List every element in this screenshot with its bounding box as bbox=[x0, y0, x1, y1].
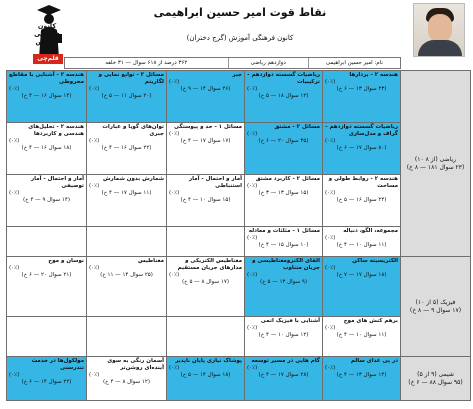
strengths-table bbox=[6, 70, 471, 401]
topic-title: مسائل ۳ - توابع نمایی و لگاریتم bbox=[98, 72, 164, 85]
info-bar bbox=[64, 57, 401, 69]
topic-stats: (۲۱ سوال ۲۰ — ۶ خ) bbox=[21, 272, 72, 278]
topic-title: برهم کنش های موج bbox=[343, 318, 398, 324]
topic-percent: (۰٪) bbox=[325, 325, 336, 331]
topic-title: ریاضیات گسسته دوازدهم - گراف و مدل‌سازی bbox=[325, 124, 398, 137]
photo-face bbox=[428, 14, 452, 42]
topic-title: هندسه ۲ - روابط طولی و مساحت bbox=[328, 176, 398, 189]
topic-stats: (۸۰ سوال ۱۷ — ۶ خ) bbox=[336, 145, 387, 151]
subject-stats: (۱۷ سوال ۹ — ۸ خ) bbox=[409, 306, 462, 314]
topic-title: مغناطیس bbox=[137, 258, 164, 264]
logo-line: کانون bbox=[37, 22, 57, 30]
topic-title: الکتریسیته ساکن bbox=[352, 258, 398, 264]
table-row bbox=[7, 257, 471, 317]
topic-percent: (۰٪) bbox=[169, 131, 180, 137]
topic-percent: (۰٪) bbox=[325, 138, 336, 144]
topic-stats: (۱۷ سوال ۱۷ — ۴ خ) bbox=[180, 138, 231, 144]
info-field: دوازدهم ریاضی bbox=[228, 58, 308, 68]
topic-title: مجموعه، الگو، دنباله bbox=[343, 228, 398, 234]
topic-stats: (۱۱ سوال ۱۰ — ۴ خ) bbox=[336, 332, 387, 338]
topic-cell bbox=[245, 175, 323, 227]
topic-title: آمار و احتمال - آمار توصیفی bbox=[30, 176, 84, 189]
topic-cell bbox=[7, 227, 87, 257]
topic-percent: (۰٪) bbox=[9, 190, 20, 196]
topic-title: آمار و احتمال - آمار استنباطی bbox=[188, 176, 242, 189]
topic-stats: (۲۶ سوال ۱۴ — ۹ خ) bbox=[180, 86, 231, 92]
topic-cell bbox=[323, 257, 401, 317]
topic-percent: (۰٪) bbox=[89, 265, 100, 271]
topic-percent: (۰٪) bbox=[325, 79, 336, 85]
topic-stats: (۱۴ سوال ۱۳ — ۴ خ) bbox=[336, 372, 387, 378]
topic-percent: (۰٪) bbox=[169, 190, 180, 196]
topic-cell bbox=[87, 357, 167, 401]
topic-cell bbox=[7, 175, 87, 227]
topic-stats: (۲۵ سوال ۱۴ — ۱۱ خ) bbox=[100, 272, 153, 278]
topic-stats: (۲۳ سوال ۱۳ — ۶ خ) bbox=[336, 86, 387, 92]
topic-percent: (۰٪) bbox=[247, 235, 258, 241]
topic-cell bbox=[167, 71, 245, 123]
topic-percent: (۰٪) bbox=[9, 372, 20, 378]
topic-cell bbox=[167, 357, 245, 401]
topic-title: هندسه ۲ - تحلیل‌های هندسی و کاربردها bbox=[28, 124, 84, 137]
topic-stats: (۱۵ سوال ۱۳ — ۳ خ) bbox=[258, 190, 309, 196]
topic-cell bbox=[245, 257, 323, 317]
topic-stats: (۱۲ سوال ۸ — ۴ خ) bbox=[103, 379, 150, 385]
subject-cell bbox=[401, 357, 471, 401]
topic-cell bbox=[245, 71, 323, 123]
info-student-name: نام: امیر حسین ابراهیمی bbox=[308, 58, 400, 68]
topic-stats: (۱۴ سوال ۱۶ — ۴ خ) bbox=[21, 93, 72, 99]
subject-stats: (۹۵ سوال ۸۸ — ۶ خ) bbox=[408, 378, 463, 386]
subject-stats: (۲۳ سوال ۱۸۱ — ۸ خ) bbox=[406, 163, 465, 171]
topic-title: در پی غذای سالم bbox=[350, 358, 398, 364]
topic-cell bbox=[245, 357, 323, 401]
topic-percent: (۰٪) bbox=[325, 265, 336, 271]
topic-cell bbox=[167, 123, 245, 175]
topic-title: نوسان و موج bbox=[48, 258, 84, 264]
topic-stats: (۱۴ سوال ۹ — ۴ خ) bbox=[23, 197, 70, 203]
kanoon-logo bbox=[3, 2, 63, 64]
subject-cell bbox=[401, 257, 471, 357]
topic-stats: (۲۲ سوال ۱۶ — ۴ خ) bbox=[101, 145, 152, 151]
logo-badge: قلم‌چی bbox=[33, 54, 63, 64]
topic-cell bbox=[323, 227, 401, 257]
topic-percent: (۰٪) bbox=[247, 131, 258, 137]
logo-line: فرهنگی bbox=[34, 30, 60, 38]
topic-stats: (۳۵ سوال ۲۰ — ۶ خ) bbox=[258, 138, 309, 144]
topic-percent: (۰٪) bbox=[325, 235, 336, 241]
topic-percent: (۰٪) bbox=[9, 86, 20, 92]
topic-stats: (۱۷ سوال ۸ — ۵ خ) bbox=[182, 279, 229, 285]
topic-stats: (۲۰ سوال ۱۱ — ۵ خ) bbox=[101, 93, 152, 99]
topic-cell bbox=[245, 317, 323, 357]
topic-cell bbox=[323, 175, 401, 227]
topic-cell bbox=[87, 123, 167, 175]
topic-percent: (۰٪) bbox=[247, 325, 258, 331]
topic-percent: (۰٪) bbox=[247, 365, 258, 371]
topic-cell bbox=[323, 317, 401, 357]
topic-cell bbox=[7, 123, 87, 175]
topic-title: جبر bbox=[232, 72, 242, 78]
topic-percent: (۰٪) bbox=[247, 272, 258, 278]
topic-percent: (۰٪) bbox=[247, 86, 258, 92]
topic-cell bbox=[323, 357, 401, 401]
logo-line: آموزش bbox=[35, 38, 59, 46]
topic-stats: (۱۱ سوال ۱۷ — ۴ خ) bbox=[101, 190, 152, 196]
topic-stats: (۱۲ سوال ۱۸ — ۵ خ) bbox=[258, 93, 309, 99]
topic-cell bbox=[87, 257, 167, 317]
subject-cell bbox=[401, 71, 471, 257]
topic-percent: (۰٪) bbox=[325, 190, 336, 196]
topic-percent: (۰٪) bbox=[169, 79, 180, 85]
topic-title: مسائل ۱ - مثلثات و معادله bbox=[248, 228, 320, 234]
topic-percent: (۰٪) bbox=[89, 138, 100, 144]
topic-cell bbox=[7, 71, 87, 123]
topic-percent: (۰٪) bbox=[247, 183, 258, 189]
topic-title: هندسه ۲ - آشنایی با مقاطع مخروطی bbox=[9, 72, 84, 85]
topic-cell bbox=[245, 227, 323, 257]
page-title: نقاط قوت امیر حسین ابراهیمی bbox=[153, 6, 327, 19]
topic-cell bbox=[7, 317, 87, 357]
topic-cell bbox=[245, 123, 323, 175]
topic-stats: (۱۸ سوال ۱۷ — ۷ خ) bbox=[336, 272, 387, 278]
topic-stats: (۱۰ سوال ۱۵ — ۴ خ) bbox=[258, 242, 309, 248]
topic-percent: (۰٪) bbox=[89, 183, 100, 189]
topic-title: ریاضیات گسسته دوازدهم - ترکیبیات bbox=[247, 72, 320, 85]
topic-cell bbox=[87, 227, 167, 257]
photo-shirt bbox=[418, 40, 462, 56]
logo-text bbox=[31, 22, 63, 46]
topic-stats: (۲۴ سوال ۱۶ — ۵ خ) bbox=[336, 197, 387, 203]
topic-title: مسائل ۱ - حد و پیوستگی bbox=[173, 124, 242, 130]
topic-percent: (۰٪) bbox=[169, 365, 180, 371]
topic-title: آشنایی با فیزیک اتمی bbox=[260, 318, 320, 324]
topic-cell bbox=[167, 175, 245, 227]
topic-cell bbox=[87, 71, 167, 123]
topic-title: گام‌ هایی در مسیر توسعه bbox=[251, 358, 320, 364]
topic-cell bbox=[167, 227, 245, 257]
student-photo bbox=[413, 3, 465, 57]
topic-stats: (۱۸ سوال ۱۴ — ۵ خ) bbox=[180, 372, 231, 378]
topic-percent: (۰٪) bbox=[325, 365, 336, 371]
subject-name: ریاضی (از ۸ ۱۰) bbox=[414, 155, 457, 163]
topic-title: مسائل ۲ - مشتق bbox=[274, 124, 320, 130]
topic-title: توان‌های گویا و عبارات جبری bbox=[102, 124, 164, 137]
topic-title: مسائل ۲ - کاربرد مشتق bbox=[255, 176, 320, 182]
topic-title: هندسه ۲ - بردارها bbox=[349, 72, 398, 78]
topic-stats: (۲۲ سوال ۱۴ — ۶ خ) bbox=[21, 379, 72, 385]
topic-stats: (۹ سوال ۱۳ — ۵ خ) bbox=[260, 279, 307, 285]
topic-stats: (۱۲ سوال ۱۰ — ۴ خ) bbox=[258, 332, 309, 338]
page-subtitle: کانون فرهنگی آموزش (گرج دختران) bbox=[186, 34, 294, 42]
topic-stats: (۲۸ سوال ۱۷ — ۴ خ) bbox=[258, 372, 309, 378]
topic-cell bbox=[7, 357, 87, 401]
table-row bbox=[7, 71, 471, 123]
topic-percent: (۰٪) bbox=[89, 86, 100, 92]
topic-percent: (۰٪) bbox=[89, 372, 100, 378]
topic-cell bbox=[167, 257, 245, 317]
topic-percent: (۰٪) bbox=[9, 138, 20, 144]
table-row bbox=[7, 357, 471, 401]
topic-stats: (۱۵ سوال ۱۰ — ۴ خ) bbox=[180, 197, 231, 203]
topic-stats: (۱۸ سوال ۱۶ — ۴ خ) bbox=[21, 145, 72, 151]
subject-name: شیمی (۹ از ۵) bbox=[417, 370, 454, 378]
topic-title: پوشاک نیازی پایان ناپذیر bbox=[175, 358, 242, 364]
topic-stats: (۱۱ سوال ۱۰ — ۴ خ) bbox=[336, 242, 387, 248]
info-stats: ۳۶۲ درصد از ۶۱۸ سوال — ۳۱ خلفه bbox=[105, 60, 188, 66]
topic-cell bbox=[323, 123, 401, 175]
topic-cell bbox=[87, 175, 167, 227]
subject-name: فیزیک (۵ از ۱۰) bbox=[415, 298, 456, 306]
topic-cell bbox=[7, 257, 87, 317]
topic-title: شمارش بدون شمارش bbox=[102, 176, 164, 182]
topic-title: آسمان رنگی به سوی آینده‌ای روشن‌تر bbox=[107, 358, 164, 371]
topic-title: مغناطیس الکتریکی و مدارهای جریان مستقیم bbox=[177, 258, 242, 271]
topic-title: مولکول‌ها در خدمت تندرستی bbox=[31, 358, 84, 371]
topic-cell bbox=[87, 317, 167, 357]
topic-cell bbox=[323, 71, 401, 123]
topic-percent: (۰٪) bbox=[169, 272, 180, 278]
topic-cell bbox=[167, 317, 245, 357]
topic-title: القای الکترومغناطیسی و جریان متناوب bbox=[252, 258, 320, 271]
topic-percent: (۰٪) bbox=[9, 265, 20, 271]
